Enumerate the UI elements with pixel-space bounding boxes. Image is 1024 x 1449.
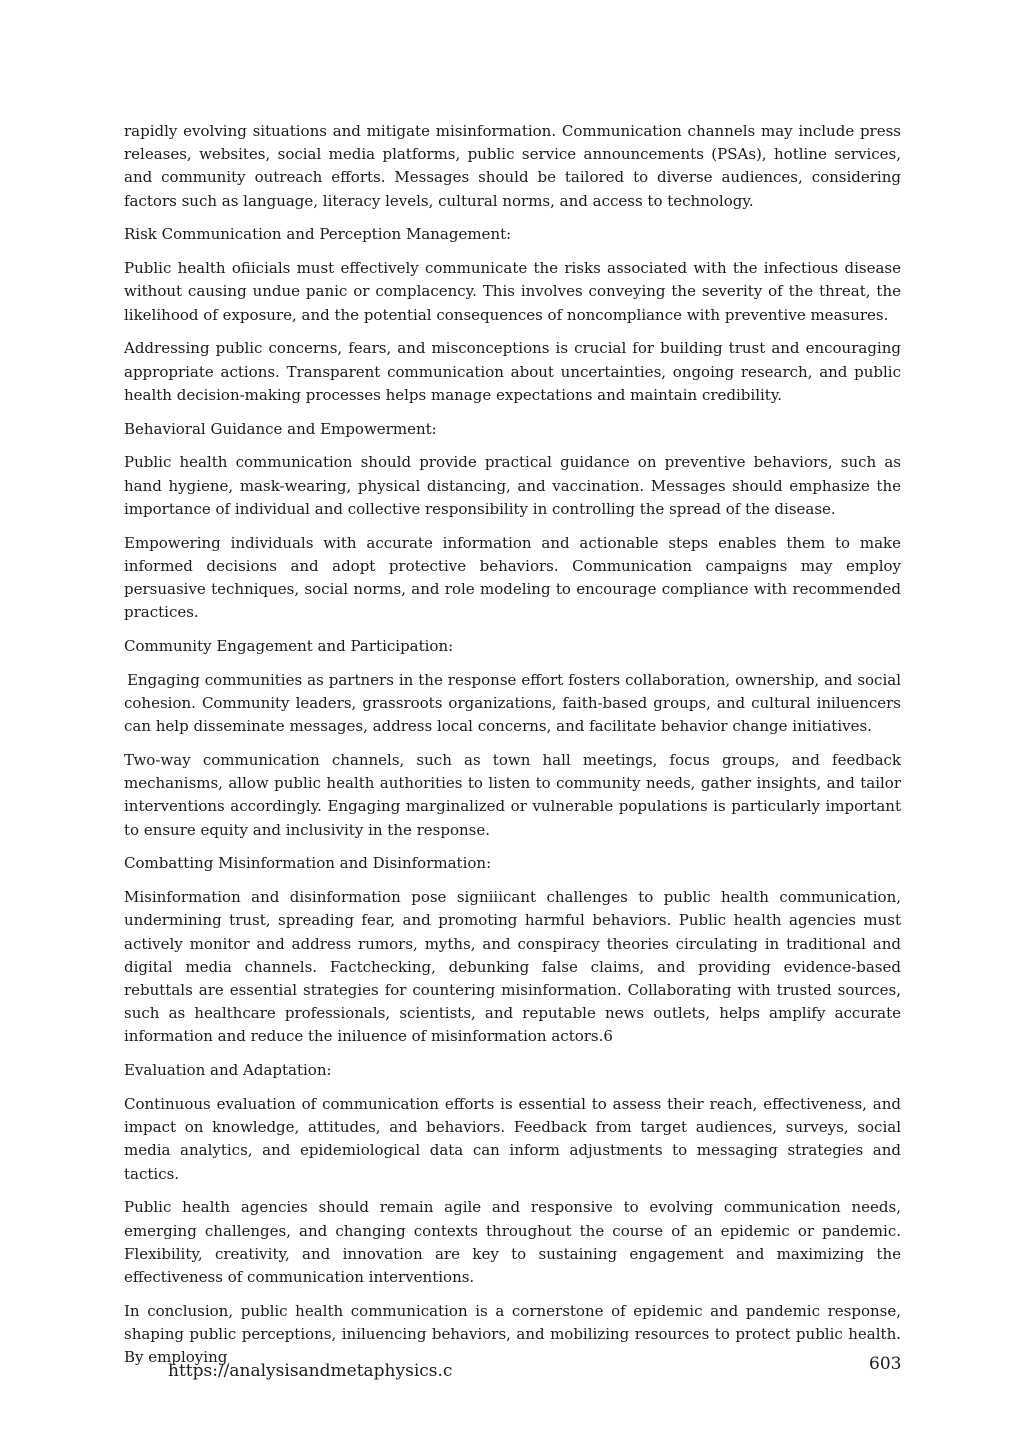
paragraph: Empowering individuals with accurate information and actionable steps enables them to make informed decisions and adopt protective behaviors. Communication campaigns may employ persuasive techniques, social norms, and role modeling to encourage compliance with recommended practices. [124,533,901,622]
paragraph: Public health agencies should remain agile and responsive to evolving communication needs, emerging challenges, and changing contexts throughout the course of an epidemic or pandemic. Flexibility, creativity, and innovation are key to sustaining engagement and maximizing the effectiveness of communication interventions. [124,1198,901,1287]
paragraph: Continuous evaluation of communication efforts is essential to assess their reach, effectiveness, and impact on knowledge, attitudes, and behaviors. Feedback from target audiences, surveys, social media analytics, and epidemiological data can inform adjustments to messaging strategies and tactics. [124,1095,901,1183]
section-heading: Combatting Misinformation and Disinformation: [124,854,492,873]
paragraph: Addressing public concerns, fears, and misconceptions is crucial for building trust and encouraging appropriate actions. Transparent communication about uncertainties, ongoing research, and public health decision-making processes helps manage expectations and maintain credibility. [124,339,901,404]
section-heading: Evaluation and Adaptation: [124,1061,332,1080]
paragraph: Public health ofiicials must effectively communicate the risks associated with the infectious disease without causing undue panic or complacency. This involves conveying the severity of the threat, the likelihood of exposure, and the potential consequences of noncompliance with preventive measures. [124,259,901,324]
paragraph: rapidly evolving situations and mitigate misinformation. Communication channels may include press releases, websites, social media platforms, public service announcements (PSAs), hotline services, and community outreach efforts. Messages should be tailored to diverse audiences, considering factors such as language, literacy levels, cultural norms, and access to technology. [124,122,901,210]
section-heading: Risk Communication and Perception Management: [124,225,512,244]
paragraph: Engaging communities as partners in the response effort fosters collaboration, ownership, and social cohesion. Community leaders, grassroots organizations, faith-based groups, and cultural iniluencers can help disseminate messages, address local concerns, and facilitate behavior change initiatives. [124,670,901,736]
paragraph: In conclusion, public health communication is a cornerstone of epidemic and pandemic response, shaping public perceptions, iniluencing behaviors, and mobilizing resources to protect public health. By employing [124,1301,901,1367]
page-body [124,120,901,1380]
section-heading: Behavioral Guidance and Empowerment: [124,419,437,438]
paragraph: Misinformation and disinformation pose signiiicant challenges to public health communication, undermining trust, spreading fear, and promoting harmful behaviors. Public health agencies must actively monitor and address rumors, myths, and conspiracy theories circulating in traditional and digital media channels. Factchecking, debunking false claims, and providing evidence-based rebuttals are essential strategies for countering misinformation. Collaborating with trusted sources, such as healthcare professionals, scientists, and reputable news outlets, helps amplify accurate information and reduce the iniluence of misinformation actors.6 [124,888,901,1046]
page-number: 603 [869,1354,902,1374]
paragraph: Public health communication should provide practical guidance on preventive behaviors, such as hand hygiene, mask-wearing, physical distancing, and vaccination. Messages should emphasize the importance of individual and collective responsibility in controlling the spread of the disease. [124,453,901,518]
footer-url[interactable]: https://analysisandmetaphysics.c [168,1361,453,1381]
paragraph: Two-way communication channels, such as town hall meetings, focus groups, and feedback mechanisms, allow public health authorities to listen to community needs, gather insights, and tailor interventions accordingly. Engaging marginalized or vulnerable populations is particularly important to ensure equity and inclusivity in the response. [124,751,901,839]
section-heading: Community Engagement and Participation: [124,637,454,656]
